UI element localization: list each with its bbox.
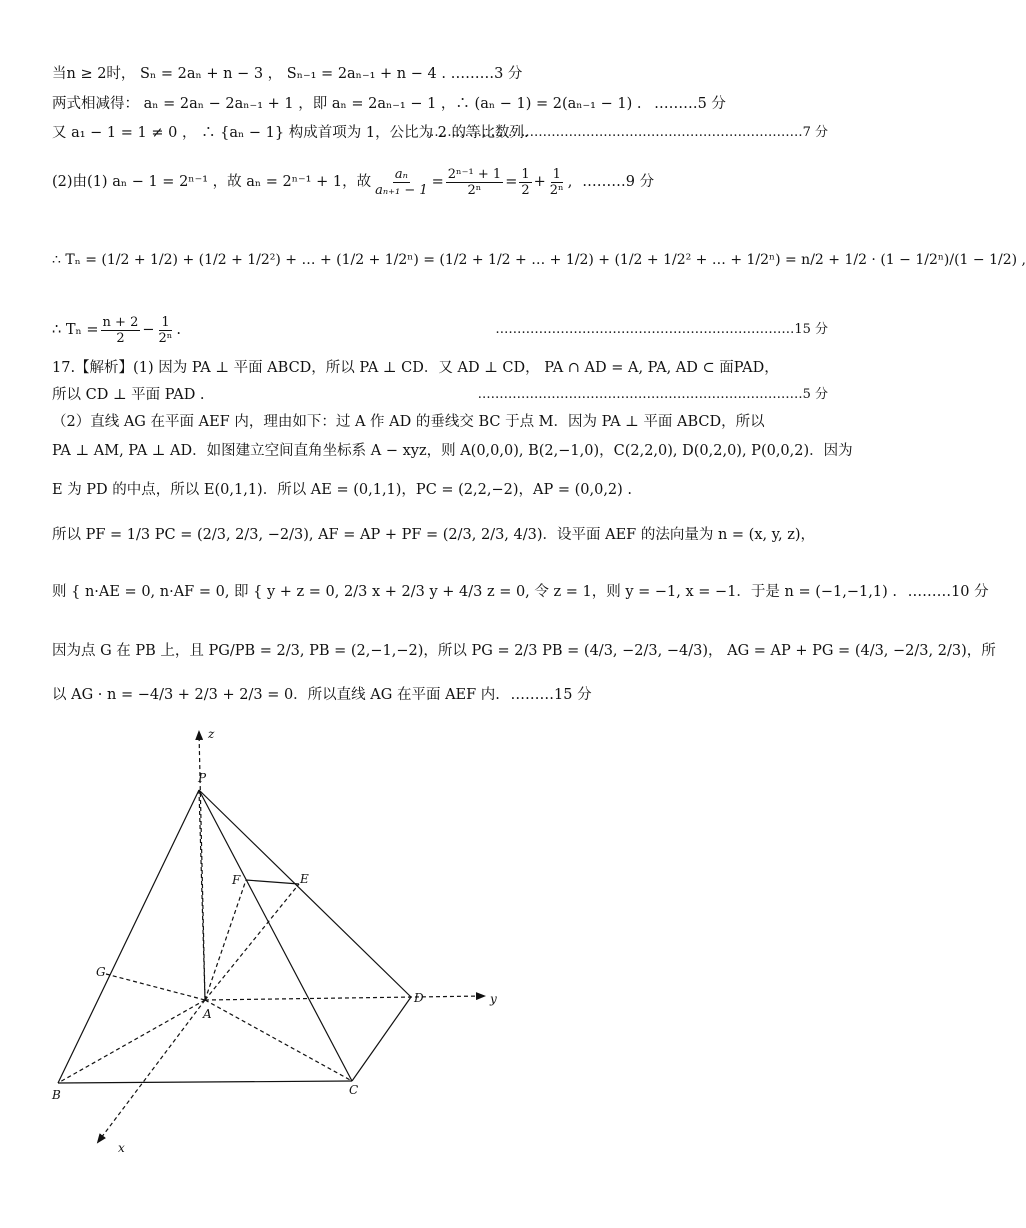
line-3-score: ……………………………………………………………………………7 分 bbox=[425, 125, 828, 140]
line-4-text: (2)由(1) aₙ − 1 = 2ⁿ⁻¹ ，故 aₙ = 2ⁿ⁻¹ + 1，故 bbox=[52, 174, 372, 190]
edge-pb bbox=[58, 790, 199, 1083]
fraction-num: aₙ bbox=[394, 166, 408, 182]
edge-ga bbox=[106, 974, 205, 1000]
fraction-den: 2ⁿ bbox=[467, 182, 482, 198]
label-z: z bbox=[208, 727, 215, 741]
plus: + bbox=[533, 174, 546, 190]
label-e: E bbox=[300, 872, 309, 886]
fraction-num: 2ⁿ⁻¹ + 1 bbox=[447, 166, 502, 182]
period: . bbox=[176, 322, 182, 338]
minus: − bbox=[142, 322, 155, 338]
label-p: P bbox=[198, 771, 207, 785]
label-g: G bbox=[96, 965, 106, 979]
edge-pa bbox=[199, 790, 205, 1000]
line-6-score: ……………………………………………………………15 分 bbox=[495, 322, 828, 337]
edge-ae bbox=[205, 884, 299, 1000]
line-15-score: ………15 分 bbox=[510, 687, 592, 703]
equals: = bbox=[431, 174, 444, 190]
edge-pd bbox=[199, 790, 411, 997]
edge-cd bbox=[352, 997, 411, 1081]
fraction-den: 2 bbox=[116, 330, 125, 346]
line-13-text: 则 { n·AE = 0, n·AF = 0, 即 { y + z = 0, 2/3 x + 2/3 y + 4/3 z = 0, 令 z = 1，则 y = −1, x = −1．于是 n = (−1,−1,1) . bbox=[52, 584, 897, 600]
fraction-num: n + 2 bbox=[102, 314, 139, 330]
line-9-text: （2）直线 AG 在平面 AEF 内，理由如下：过 A 作 AD 的垂线交 BC 于点 M．因为 PA ⊥ 平面 ABCD，所以 bbox=[52, 414, 765, 430]
line-3-text: 又 a₁ − 1 = 1 ≠ 0 ， ∴ {aₙ − 1} 构成首项为 1，公比为 2 的等比数列. bbox=[52, 125, 529, 141]
line-1-text: 当n ≥ 2时， Sₙ = 2aₙ + n − 3 ， Sₙ₋₁ = 2aₙ₋₁ + n − 4 . bbox=[52, 66, 446, 82]
edge-pc bbox=[199, 790, 352, 1081]
line-10-text: PA ⊥ AM, PA ⊥ AD．如图建立空间直角坐标系 A − xyz，则 A(0,0,0), B(2,−1,0)，C(2,2,0), D(0,2,0), P(0,0,2)．因为 bbox=[52, 443, 853, 459]
line-15-text: 以 AG · n = −4/3 + 2/3 + 2/3 = 0．所以直线 AG 在平面 AEF 内. bbox=[52, 687, 500, 703]
fraction-den: 2ⁿ bbox=[549, 182, 564, 198]
label-y: y bbox=[490, 992, 497, 1006]
line-2-text: 两式相减得： aₙ = 2aₙ − 2aₙ₋₁ + 1 ，即 aₙ = 2aₙ₋₁ − 1 ，∴ (aₙ − 1) = 2(aₙ₋₁ − 1) . bbox=[52, 96, 642, 112]
fraction-den: aₙ₊₁ − 1 bbox=[375, 182, 428, 198]
edge-ac bbox=[205, 1000, 352, 1081]
line-2-score: ………5 分 bbox=[654, 96, 726, 112]
label-c: C bbox=[349, 1083, 359, 1097]
x-axis bbox=[98, 1000, 205, 1142]
line-6-pre: ∴ Tₙ = bbox=[52, 322, 99, 338]
line-8-text: 所以 CD ⊥ 平面 PAD . bbox=[52, 387, 205, 403]
fraction-num: 1 bbox=[521, 166, 530, 182]
fraction-den: 2 bbox=[521, 182, 530, 198]
edge-ab bbox=[58, 1000, 205, 1083]
label-a: A bbox=[203, 1007, 212, 1021]
label-x: x bbox=[118, 1141, 125, 1155]
line-11-text: E 为 PD 的中点，所以 E(0,1,1)．所以 AE = (0,1,1)，PC = (2,2,−2)，AP = (0,0,2) . bbox=[52, 482, 633, 498]
edge-bc bbox=[58, 1081, 352, 1083]
fraction-num: 1 bbox=[161, 314, 170, 330]
line-1-score: ………3 分 bbox=[450, 66, 523, 82]
line-12-text: 所以 PF = 1/3 PC = (2/3, 2/3, −2/3), AF = AP + PF = (2/3, 2/3, 4/3)．设平面 AEF 的法向量为 n = (x, y, z)， bbox=[52, 527, 816, 543]
fraction-den: 2ⁿ bbox=[158, 330, 173, 346]
y-axis bbox=[205, 996, 484, 1000]
line-7-text: 17.【解析】(1) 因为 PA ⊥ 平面 ABCD，所以 PA ⊥ CD．又 AD ⊥ CD， PA ∩ AD = A, PA, AD ⊂ 面PAD， bbox=[52, 360, 779, 376]
line-13-score: ………10 分 bbox=[907, 584, 989, 600]
edge-af bbox=[205, 880, 246, 1000]
comma: , bbox=[567, 174, 573, 190]
equals: = bbox=[505, 174, 518, 190]
label-f: F bbox=[232, 873, 241, 887]
line-14-text: 因为点 G 在 PB 上，且 PG/PB = 2/3, PB = (2,−1,−2)，所以 PG = 2/3 PB = (4/3, −2/3, −4/3)， AG = AP + PG = (4/3, −2/3, 2/3)，所 bbox=[52, 643, 996, 659]
line-8-score: …………………………………………………………………5 分 bbox=[477, 387, 828, 402]
label-d: D bbox=[414, 991, 424, 1005]
line-4-score: ………9 分 bbox=[582, 174, 655, 190]
fraction-num: 1 bbox=[552, 166, 561, 182]
line-5-text: ∴ Tₙ = (1/2 + 1/2) + (1/2 + 1/2²) + … + (1/2 + 1/2ⁿ) = (1/2 + 1/2 + … + 1/2) + (1/2 + 1/2² + … + 1/2ⁿ) = n/2 + 1/2 · (1 − 1/2ⁿ)/(1 − 1/2) , bbox=[52, 252, 1026, 268]
label-b: B bbox=[52, 1088, 61, 1102]
